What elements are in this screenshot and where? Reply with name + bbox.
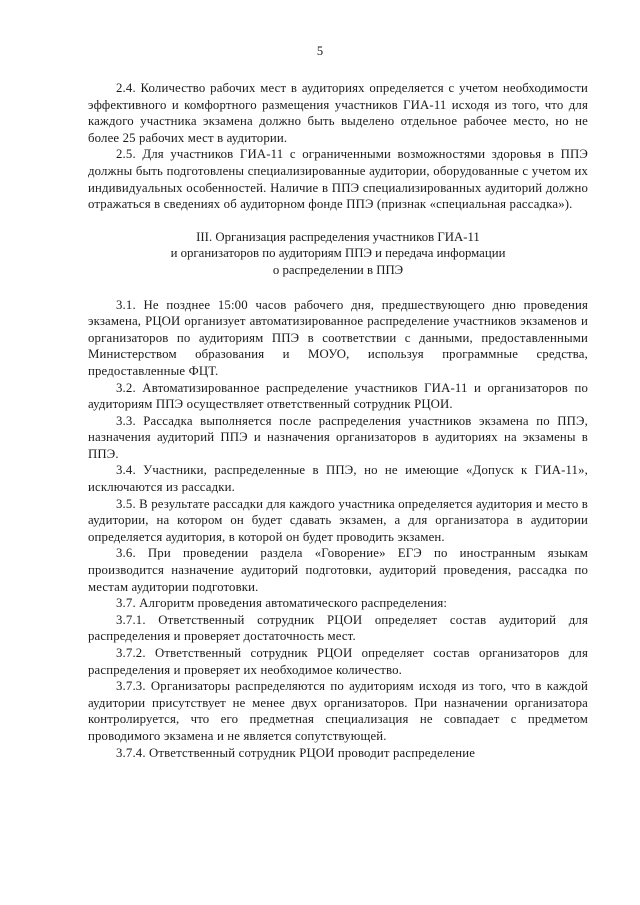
paragraph-3-7: 3.7. Алгоритм проведения автоматического распределения: xyxy=(116,596,448,611)
section-heading-line: о распределении в ППЭ xyxy=(272,262,404,277)
section-heading-line: и организаторов по аудиториям ППЭ и передача информации xyxy=(170,246,506,261)
paragraph-3-6: 3.6. При проведении раздела «Говорение» ЕГЭ по иностранным языкам производится назначение аудиторий подготовки, аудиторий проведения, рассадка по местам аудитории подготовки. xyxy=(88,546,588,594)
paragraph-3-7-3: 3.7.3. Организаторы распределяются по аудиториям исходя из того, что в каждой аудитории присутствует не менее двух организаторов. При назначении организатора контролируется, что его предметная специализация не совпадает с предметом проводимого экзамена и не является сопутствующей. xyxy=(88,679,588,743)
paragraph-3-2: 3.2. Автоматизированное распределение участников ГИА-11 и организаторов по аудиториям ППЭ осуществляет ответственный сотрудник РЦОИ. xyxy=(88,380,588,412)
paragraph-3-7-4: 3.7.4. Ответственный сотрудник РЦОИ проводит распределение xyxy=(116,745,476,760)
paragraph-3-4: 3.4. Участники, распределенные в ППЭ, но не имеющие «Допуск к ГИА-11», исключаются из рассадки. xyxy=(88,463,588,495)
paragraph-2-4: 2.4. Количество рабочих мест в аудиториях определяется с учетом необходимости эффективного и комфортного размещения участников ГИА-11 исходя из того, что для каждого участника экзамена должно быть выделено отдельное рабочее место, но не более 25 рабочих мест в аудитории. xyxy=(88,81,588,145)
paragraph-3-7-1: 3.7.1. Ответственный сотрудник РЦОИ определяет состав аудиторий для распределения и проверяет достаточность мест. xyxy=(88,612,588,644)
paragraph-3-3: 3.3. Рассадка выполняется после распределения участников экзамена по ППЭ, назначения аудиторий ППЭ и назначения организаторов в аудиториях на экзамены в ППЭ. xyxy=(88,413,588,461)
section-heading-line: III. Организация распределения участников ГИА-11 xyxy=(196,229,480,244)
paragraph-2-5: 2.5. Для участников ГИА-11 с ограниченными возможностями здоровья в ППЭ должны быть подготовлены специализированные аудитории, оборудованные с учетом их индивидуальных особенностей. Наличие в ППЭ специализированных аудиторий должно отражаться в сведениях об аудиторном фонде ППЭ (признак «специальная рассадка»). xyxy=(88,147,588,212)
document-body xyxy=(88,80,588,761)
paragraph-3-1: 3.1. Не позднее 15:00 часов рабочего дня, предшествующего дню проведения экзамена, РЦОИ организует автоматизированное распределение участников экзаменов и организаторов по аудиториям ППЭ в соответствии с данными, предоставленными Министерством образования и МОУО, используя программные средства, предоставленные ФЦТ. xyxy=(88,297,588,378)
paragraph-3-5: 3.5. В результате рассадки для каждого участника определяется аудитория и место в аудитории, на котором он будет сдавать экзамен, а для организатора в аудитории определяется аудитория, в которой он будет проводить экзамен. xyxy=(88,496,588,544)
section-heading xyxy=(88,229,588,279)
paragraph-3-7-2: 3.7.2. Ответственный сотрудник РЦОИ определяет состав организаторов для распределения и проверяет их необходимое количество. xyxy=(88,646,588,677)
page-number: 5 xyxy=(316,44,324,58)
